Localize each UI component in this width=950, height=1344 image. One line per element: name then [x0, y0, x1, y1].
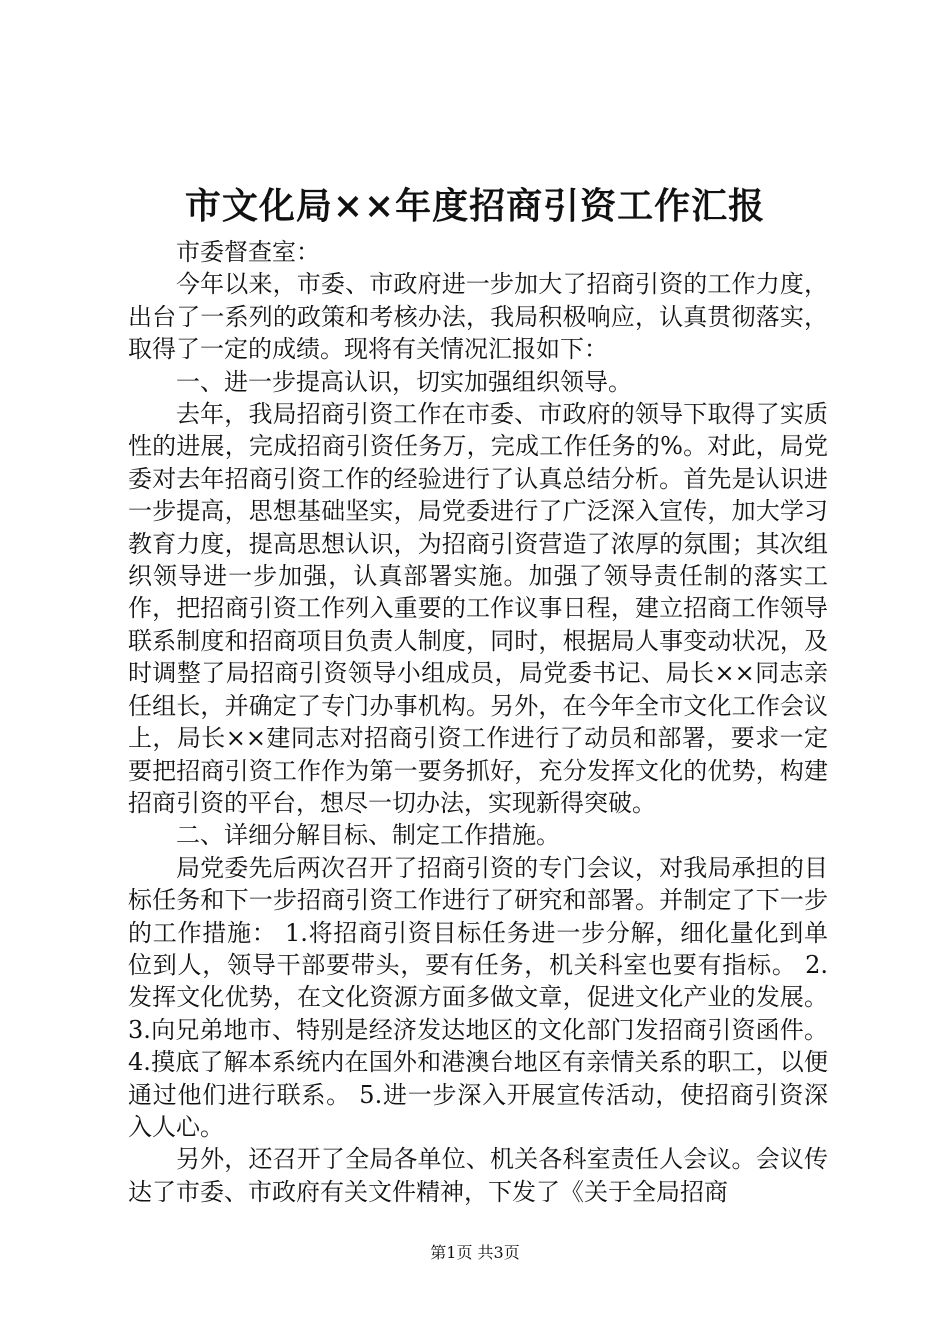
intro-paragraph: 今年以来，市委、市政府进一步加大了招商引资的工作力度，出台了一系列的政策和考核办法，我局积极响应，认真贯彻落实，取得了一定的成绩。现将有关情况汇报如下：: [128, 270, 828, 364]
salutation: 市委督查室：: [176, 238, 320, 266]
section-2-paragraph: 局党委先后两次召开了招商引资的专门会议，对我局承担的目标任务和下一步招商引资工作进行了研究和部署。并制定了下一步的工作措施： 1.将招商引资目标任务进一步分解，细化量化到单位到人，领导干部要带头，要有任务，机关科室也要有指标。 2.发挥文化优势，在文化资源方面多做文章，促进文化产业的发展。 3.向兄弟地市、特别是经济发达地区的文化部门发招商引资函件。 4.摸底了解本系统内在国外和港澳台地区有亲情关系的职工，以便通过他们进行联系。 5.进一步深入开展宣传活动，使招商引资深入人心。: [128, 853, 828, 1141]
closing-paragraph: 另外，还召开了全局各单位、机关各科室责任人会议。会议传达了市委、市政府有关文件精神，下发了《关于全局招商: [128, 1145, 828, 1206]
section-heading-2: 二、详细分解目标、制定工作措施。: [176, 821, 560, 850]
page-footer: 第1页 共3页: [430, 1243, 520, 1262]
document-title: 市文化局××年度招商引资工作汇报: [184, 185, 766, 227]
section-1-paragraph: 去年，我局招商引资工作在市委、市政府的领导下取得了实质性的进展，完成招商引资任务万，完成工作任务的%。对此，局党委对去年招商引资工作的经验进行了认真总结分析。首先是认识进一步提高，思想基础坚实，局党委进行了广泛深入宣传，加大学习教育力度，提高思想认识，为招商引资营造了浓厚的氛围；其次组织领导进一步加强，认真部署实施。加强了领导责任制的落实工作，把招商引资工作列入重要的工作议事日程，建立招商工作领导联系制度和招商项目负责人制度，同时，根据局人事变动状况，及时调整了局招商引资领导小组成员，局党委书记、局长××同志亲任组长，并确定了专门办事机构。另外，在今年全市文化工作会议上，局长××建同志对招商引资工作进行了动员和部署，要求一定要把招商引资工作作为第一要务抓好，充分发挥文化的优势，构建招商引资的平台，想尽一切办法，实现新得突破。: [128, 400, 828, 817]
document-body: [128, 236, 828, 1208]
section-heading-1: 一、进一步提高认识，切实加强组织领导。: [176, 367, 632, 396]
